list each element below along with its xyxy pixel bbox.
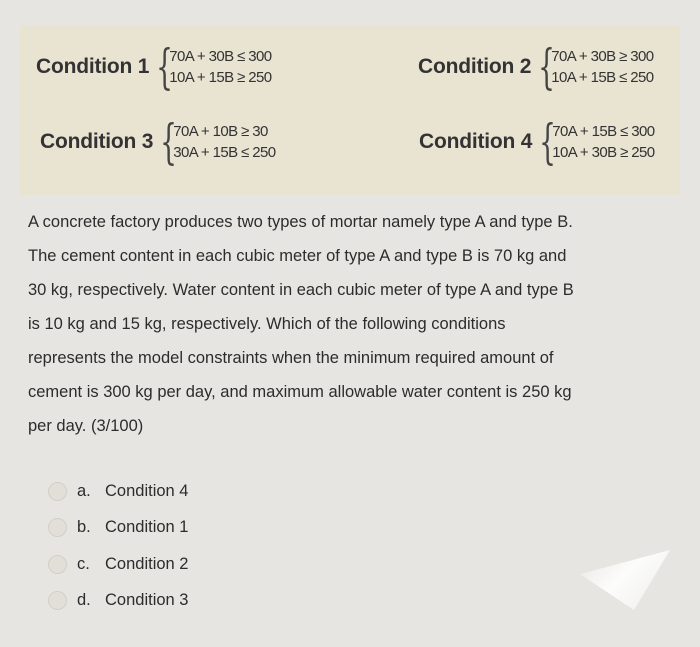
brace-icon: { <box>160 114 178 170</box>
condition-equations <box>552 123 654 161</box>
condition-equations <box>173 123 275 161</box>
option-b[interactable] <box>48 510 188 547</box>
option-label: Condition 3 <box>105 591 189 610</box>
option-d[interactable] <box>48 583 188 620</box>
condition-equations <box>551 48 653 86</box>
radio-button[interactable] <box>48 591 67 610</box>
option-a[interactable] <box>48 473 188 510</box>
radio-button[interactable] <box>48 482 67 501</box>
option-letter: c. <box>77 554 90 573</box>
equation: 30A + 15B ≤ 250 <box>173 144 276 161</box>
option-letter: a. <box>77 481 91 500</box>
condition-3 <box>40 114 276 170</box>
option-label: Condition 1 <box>105 518 189 537</box>
question-line: cement is 300 kg per day, and maximum allowable water content is 250 kg <box>28 383 572 401</box>
condition-4 <box>419 114 655 170</box>
conditions-panel <box>20 25 680 195</box>
option-c[interactable] <box>48 546 188 583</box>
option-label: Condition 4 <box>105 481 189 500</box>
condition-label: Condition 1 <box>36 55 150 78</box>
option-label: Condition 2 <box>105 554 189 573</box>
question-line: A concrete factory produces two types of mortar namely type A and type B. <box>28 213 573 231</box>
condition-label: Condition 2 <box>418 55 532 78</box>
brace-icon: { <box>156 39 174 95</box>
option-letter: b. <box>77 518 91 537</box>
equation: 70A + 10B ≥ 30 <box>173 123 268 140</box>
question-line: is 10 kg and 15 kg, respectively. Which of the following conditions <box>28 315 506 333</box>
equation: 70A + 15B ≤ 300 <box>552 123 655 140</box>
option-letter: d. <box>77 591 91 610</box>
condition-label: Condition 4 <box>419 130 533 153</box>
brace-icon: { <box>539 114 557 170</box>
question-line: represents the model constraints when the minimum required amount of <box>28 349 554 367</box>
condition-equations <box>169 48 271 86</box>
screen-glare <box>580 550 670 610</box>
answer-options <box>48 473 188 619</box>
equation: 10A + 30B ≥ 250 <box>552 144 655 161</box>
equation: 70A + 30B ≥ 300 <box>551 48 654 65</box>
question-line: 30 kg, respectively. Water content in each cubic meter of type A and type B <box>28 281 574 299</box>
equation: 70A + 30B ≤ 300 <box>169 48 272 65</box>
condition-2 <box>418 39 654 95</box>
equation: 10A + 15B ≥ 250 <box>169 69 272 86</box>
condition-1 <box>36 39 272 95</box>
radio-button[interactable] <box>48 555 67 574</box>
question-line: per day. (3/100) <box>28 417 144 435</box>
radio-button[interactable] <box>48 518 67 537</box>
condition-label: Condition 3 <box>40 130 154 153</box>
question-text <box>28 205 678 443</box>
equation: 10A + 15B ≤ 250 <box>551 69 654 86</box>
brace-icon: { <box>538 39 556 95</box>
question-line: The cement content in each cubic meter of type A and type B is 70 kg and <box>28 247 567 265</box>
